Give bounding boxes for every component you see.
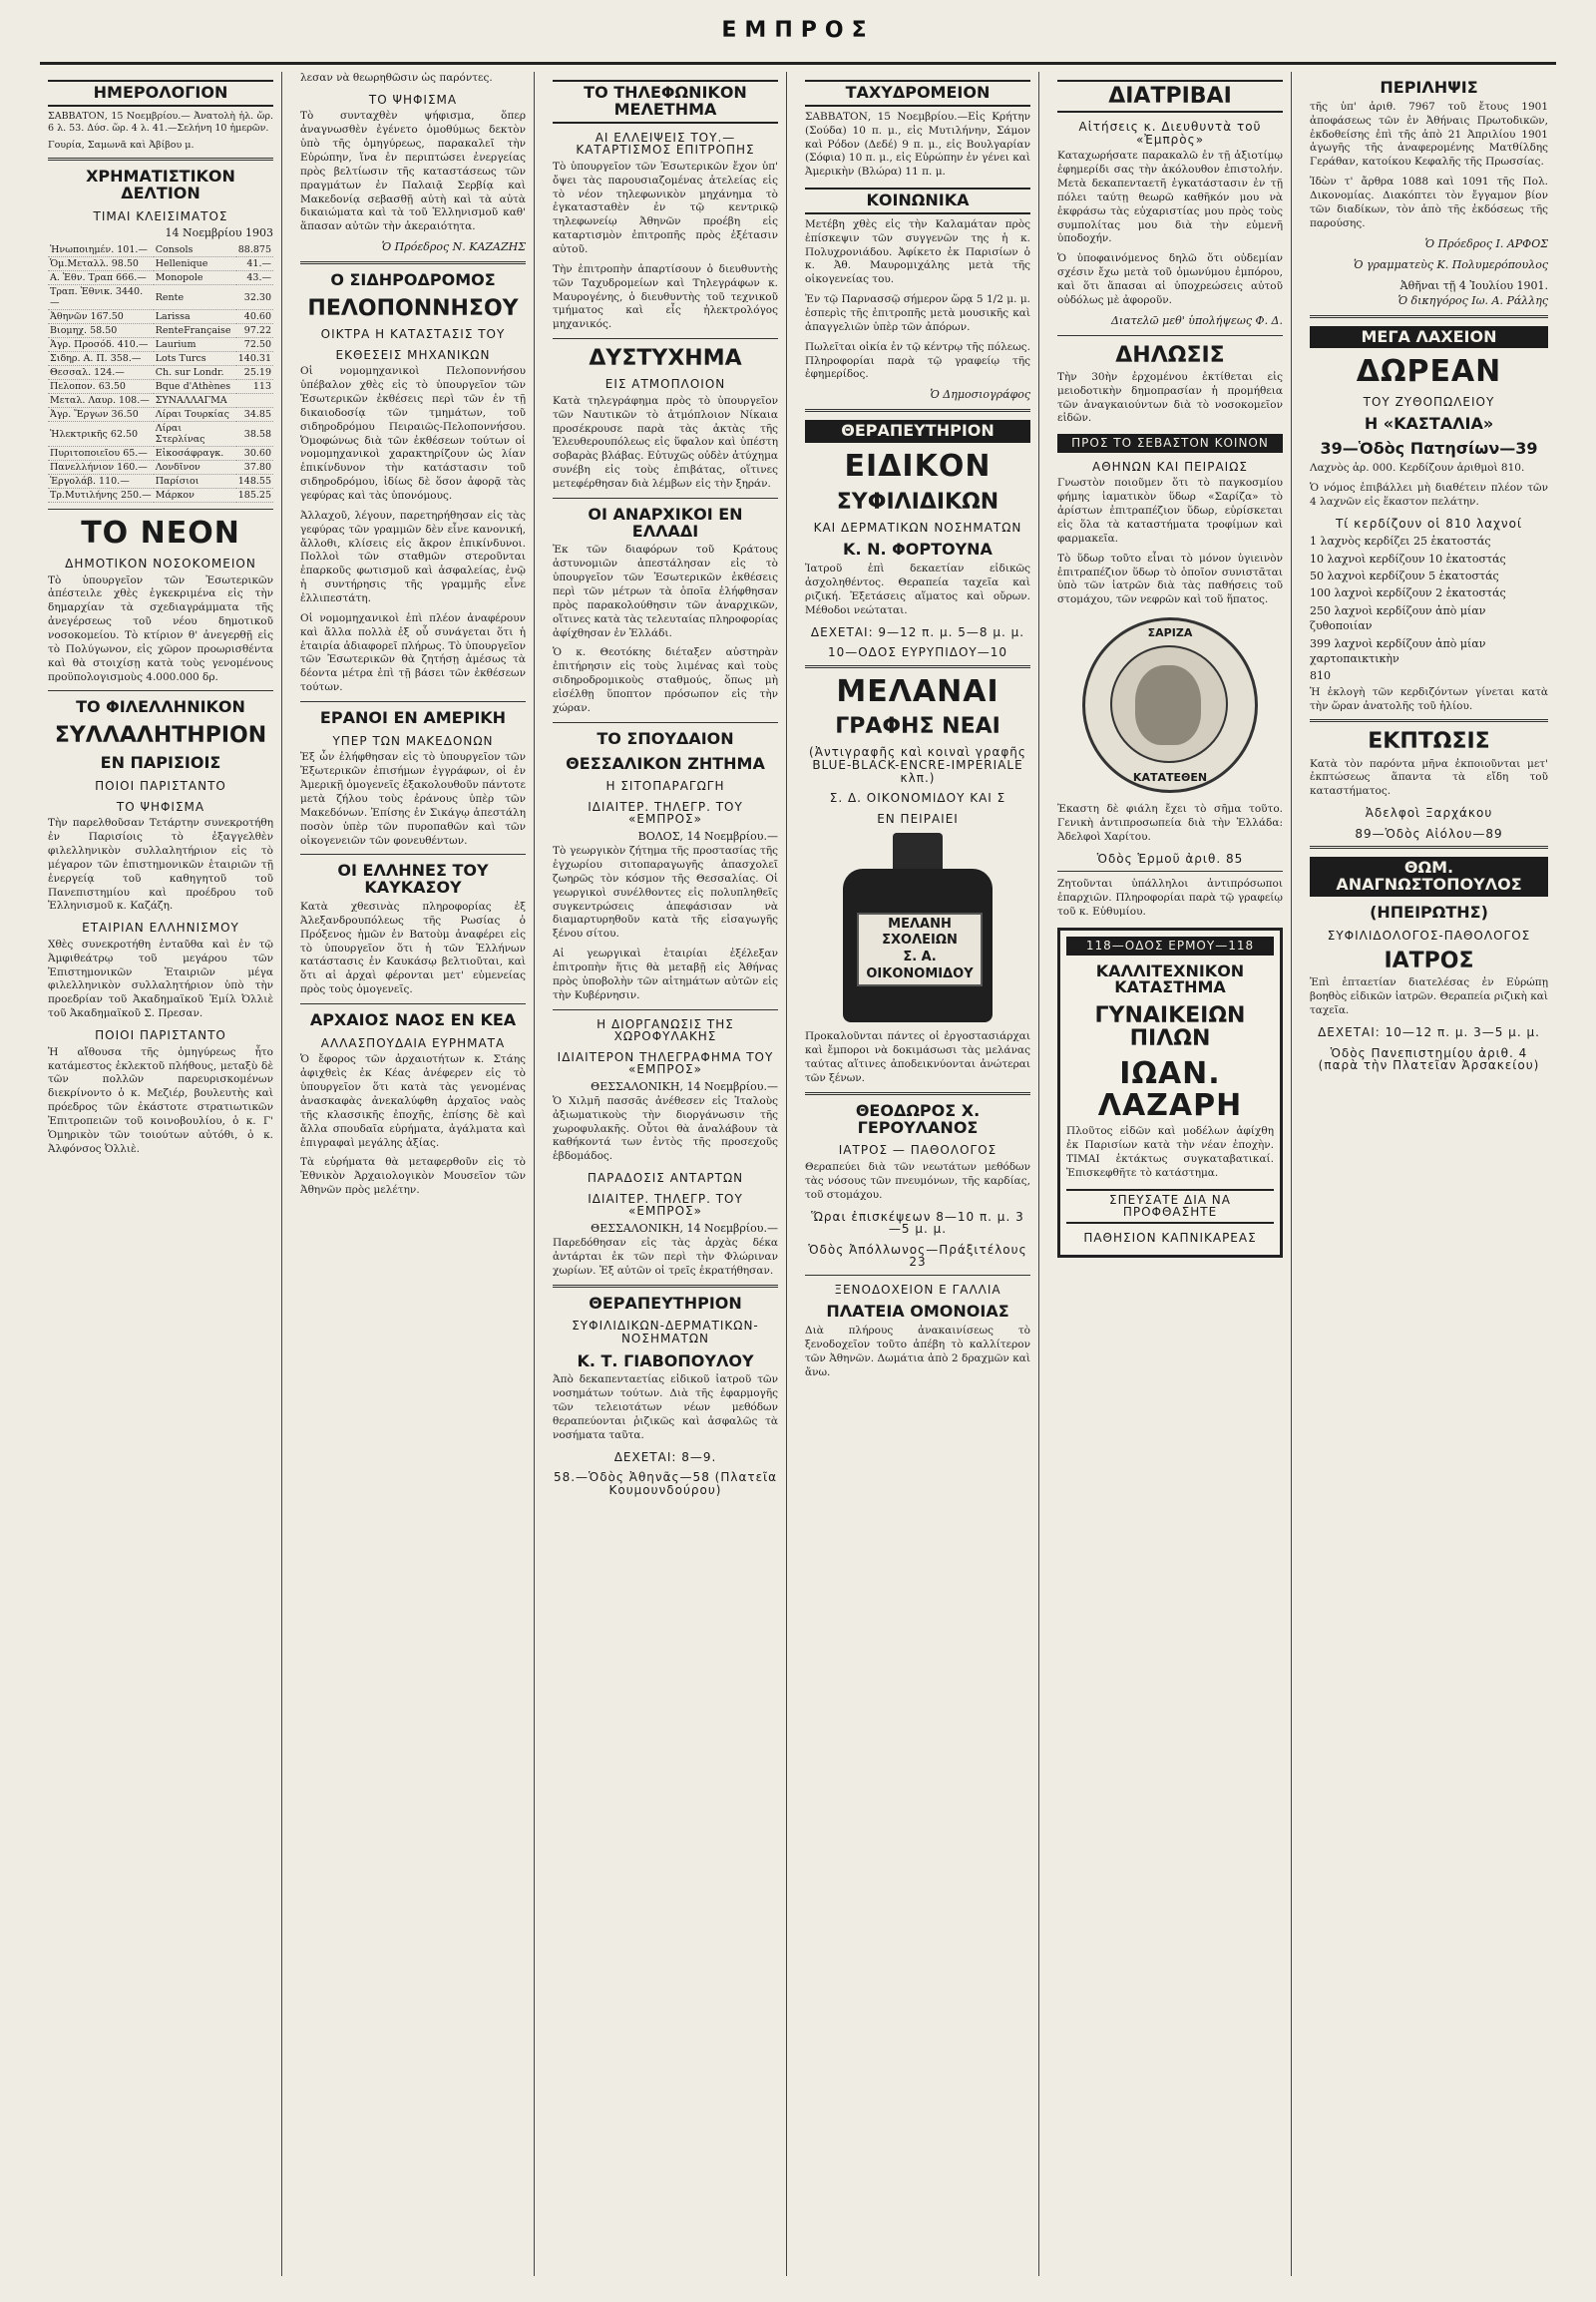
fin-cell-a: Πανελλήνιον 160.— xyxy=(48,461,154,475)
fin-cell-v: 88.875 xyxy=(236,243,273,257)
gerou-title: ΘΕΟΔΩΡΟΣ Χ. ΓΕΡΟΥΛΑΝΟΣ xyxy=(855,1100,981,1137)
pelop-subtitle-2: ΕΚΘΕΣΕΙΣ ΜΗΧΑΝΙΚΩΝ xyxy=(335,347,491,362)
fin-cell-v xyxy=(236,394,273,408)
gendarmerie-subtitle: ΙΔΙΑΙΤΕΡΟΝ ΤΗΛΕΓΡΑΦΗΜΑ ΤΟΥ «ΕΜΠΡΟΣ» xyxy=(557,1049,774,1077)
fin-cell-b: Ch. sur Londr. xyxy=(154,366,236,380)
social-title: ΚΟΙΝΩΝΙΚΑ xyxy=(805,188,1030,214)
fin-cell-v: 30.60 xyxy=(236,447,273,461)
fin-title: ΧΡΗΜΑΤΙΣΤΙΚΟΝ ΔΕΛΤΙΟΝ xyxy=(86,167,235,203)
lottery-title: ΜΕΓΑ ΛΑΧΕΙΟΝ xyxy=(1310,326,1548,349)
fin-cell-a: Βιομηχ. 58.50 xyxy=(48,324,154,338)
discount-signature: Ἀδελφοὶ Ξαρχάκου xyxy=(1365,806,1493,821)
phil-subtitle: ΣΥΛΛΑΛΗΤΗΡΙΟΝ xyxy=(54,723,267,749)
fin-cell-a: Τραπ. Ἐθνικ. 3440.— xyxy=(48,285,154,310)
kavkasos-title: ΟΙ ΕΛΛΗΝΕΣ ΤΟΥ ΚΑΥΚΑΣΟΥ xyxy=(337,861,489,898)
lottery-text: Λαχνὸς ἀρ. 000. Κερδίζουν ἀριθμοὶ 810. xyxy=(1310,462,1525,475)
eranoi-text: Ἐξ ὧν ἐλήφθησαν εἰς τὸ ὑπουργεῖον τῶν Ἐξωτερικῶν ἐπισήμων ἐγγράφων, οἱ ἐν Ἀμερικῇ ὁμογενεῖς ἐξακολουθοῦν πάντοτε μετὰ ζήλου τοὺς ἐράνους ὑπὲρ τῶν Μακεδόνων. Ἐπίσης ἐν Σικάγῳ ἀπεστάλη ποσὸν ὑπὲρ τῶν πυροπαθῶν καὶ τῶν οἰκογενειῶν τῶν φονευθέντων. xyxy=(300,751,526,847)
clinic2-title: ΘΕΡΑΠΕΥΤΗΡΙΟΝ xyxy=(805,420,1030,443)
psifisma-text: Τὸ συνταχθὲν ψήφισμα, ὅπερ ἀναγνωσθὲν ἐγένετο ὁμοθύμως δεκτὸν ὑπὸ τῆς ὁμηγύρεως, παρακαλεῖ τὴν Εὐρώπην, ἵνα ἐν περιπτώσει ἐνεργείας πρὸς βελτίωσιν τῆς καταστάσεως τῶν πραγμάτων ἐν Παλαιᾷ Σερβίᾳ καὶ Μακεδονίᾳ σεβασθῇ αὐτὴ καὶ τὰ αὐτὰ δικαιώματα καὶ τὰ τοῦ Ἑλληνισμοῦ καθ' ἅπασαν αὐτῶν τὴν ἀκεραιότητα. xyxy=(300,110,526,233)
bottle-neck xyxy=(893,833,943,873)
seal-top-text: ΣΑΡΙΖΑ xyxy=(1147,626,1193,640)
thessaly-title: ΤΟ ΣΠΟΥΔΑΙΟΝ xyxy=(597,728,734,748)
divider xyxy=(553,722,778,723)
fin-row xyxy=(48,447,273,461)
pelop-text-2: Ἀλλαχοῦ, λέγουν, παρετηρήθησαν εἰς τὰς γεφύρας τῶν γραμμῶν δὲν εἶνε κανονική, ἄλλοθι, κλίσεις εἰς ἄκρον ἐπικίνδυνοι. Πολλοὶ τῶν σταθμῶν στεροῦνται ἐπαρκοῦς φωτισμοῦ καὶ ἀσφαλείας, ἐνῷ ἡ συντήρησις τῆς γραμμῆς εἶνε ἐλλιπεστάτη. xyxy=(300,509,526,605)
fin-cell-a: Ἀγρ. Ἔργων 36.50 xyxy=(48,408,154,422)
fin-cell-v: 38.58 xyxy=(236,422,273,447)
fin-date: 14 Νοεμβρίου 1903 xyxy=(165,226,273,240)
kavkasos-text: Κατὰ χθεσινὰς πληροφορίας ἐξ Ἀλεξανδρουπόλεως τῆς Ρωσίας ὁ Πρόξενος ἡμῶν ἐν Βατοὺμ ἀναφέρει εἰς τὸ ὑπουργεῖον ὅτι ἡ τῶν Ἑλλήνων κατάστασις ἐν Καυκάσῳ βελτιοῦται, καὶ ὅτι αἱ ἀρχαὶ φέρονται μετ' εὐμενείας πρὸς τοὺς ὁμογενεῖς. xyxy=(300,901,526,996)
divider xyxy=(300,1003,526,1004)
fin-row xyxy=(48,324,273,338)
fin-cell-b: Εἰκοσάφραγκ. xyxy=(154,447,236,461)
ad-text: Πλοῦτος εἰδῶν καὶ μοδέλων ἀφίχθη ἐκ Παρισίων κατὰ τὴν νέαν ἐποχὴν. ΤΙΜΑΙ ἐκτάκτως συγκαταβατικαί. Ἐπισκεφθῆτε τὸ κατάστημα. xyxy=(1066,1125,1274,1179)
fin-row xyxy=(48,461,273,475)
hat-shop-ad xyxy=(1057,928,1283,1258)
fin-table xyxy=(48,243,273,503)
dystyxima-text: Κατὰ τηλεγράφημα πρὸς τὸ ὑπουργεῖον τῶν Ναυτικῶν τὸ ἀτμόπλοιον Νίκαια προσέκρουσε παρὰ τὰς ἀκτὰς τῆς Ἐλευθερουπόλεως εἰς ὕφαλον καὶ ὑπέστη σοβαρὰς βλάβας. Εὐτυχῶς οὐδὲν ἀτύχημα συνέβη εἰς τοὺς ἐπιβάτας, οἵτινες μετεφέρθησαν διὰ λέμβων εἰς τὴν ξηράν. xyxy=(553,394,778,490)
pelop-text: Οἱ νομομηχανικοὶ Πελοποννήσου ὑπέβαλον χθὲς εἰς τὸ ὑπουργεῖον τῶν Ἐσωτερικῶν ἐκθέσεις περὶ τῶν ἐν τῇ δικαιοδοσίᾳ τῶν τμημάτων, τοῦ σιδηροδρόμου Πειραιῶς-Πελοποννήσου. Ὁμοφώνως διὰ τῶν ἐκθέσεων τούτων οἱ νομομηχανικοὶ χαρακτηρίζουν ὡς λίαν ἐπικίνδυνον τὴν κατάστασιν τοῦ σιδηροδρόμου, ἰδίως δὲ ὅσον ἀφορᾷ τὰς γεφύρας καὶ τὰς ὑπονόμους. xyxy=(300,365,526,502)
column-3 xyxy=(545,72,787,2276)
fin-row xyxy=(48,257,273,271)
ad-title: ΚΑΛΛΙΤΕΧΝΙΚΟΝ ΚΑΤΑΣΤΗΜΑ xyxy=(1095,960,1245,997)
fin-cell-v: 185.25 xyxy=(236,489,273,503)
phil-text-2: Χθὲς συνεκροτήθη ἐνταῦθα καὶ ἐν τῷ Ἀμφιθεάτρῳ τοῦ μεγάρου τῶν Ἐπιστημονικῶν Ἑταιριῶν μέγα φιλελληνικὸν συλλαλητήριον ὑπὸ τὴν προεδρίαν τοῦ Ἀκαδημαϊκοῦ Ἐμίλ Ὀλλιὲ τοῦ Ἀκαδημαϊκοῦ Σ. Πρεσαν. xyxy=(48,938,273,1020)
column-4 xyxy=(797,72,1039,2276)
neon-text: Τὸ ὑπουργεῖον τῶν Ἐσωτερικῶν ἀπέστειλε χθὲς ἐγκεκριμένα εἰς τὴν δημαρχίαν τὰ σχεδιαγράμματα τῆς ἀνεγέρσεως τοῦ νέου δημοτικοῦ νοσοκομείου. Τὸ κτίριον θ' ἀνεγερθῇ εἰς τὸ Πολύγωνον, εἰς χῶρον προωρισθέντα καὶ θὰ στοιχίσῃ κατὰ τοὺς γενομένους προϋπολογισμοὺς 4.000.000 δρ. xyxy=(48,574,273,683)
ink-title: ΜΕΛΑΝΑΙ xyxy=(836,673,999,709)
fin-cell-b: Λίραι Τουρκίας xyxy=(154,408,236,422)
fin-cell-a: Πελοπον. 63.50 xyxy=(48,380,154,394)
diatribai-text-2: Ὁ ὑποφαινόμενος δηλῶ ὅτι οὐδεμίαν σχέσιν ἔχω μετὰ τοῦ ὁμωνύμου ἐμπόρου, καὶ ὅτι ἅπασαι αἱ ὑποχρεώσεις αὐτοῦ οὐδόλως μὲ ἀφοροῦν. xyxy=(1057,252,1283,306)
rebels-subtitle: ΙΔΙΑΙΤΕΡ. ΤΗΛΕΓΡ. ΤΟΥ «ΕΜΠΡΟΣ» xyxy=(588,1191,743,1219)
divider xyxy=(553,1009,778,1010)
ephemerologion-text: ΣΑΒΒΑΤΟΝ, 15 Νοεμβρίου.— Ἀνατολὴ ἡλ. ὥρ. 6 λ. 53. Δύσ. ὥρ. 4 λ. 41.—Σελήνη 10 ἡμερῶν. xyxy=(48,110,273,134)
fin-cell-b: ΣΥΝΑΛΛΑΓΜΑ xyxy=(154,394,236,408)
rebels-text: Παρεδόθησαν εἰς τὰς ἀρχὰς δέκα ἀντάρται ἐκ τῶν περὶ τὴν Φλώριναν χωρίων. Ἐξ αὐτῶν οἱ τρεῖς ἐκρατήθησαν. xyxy=(553,1236,778,1277)
fin-cell-v: 37.80 xyxy=(236,461,273,475)
clinic-text: Ἀπὸ δεκαπενταετίας εἰδικοῦ ἰατροῦ τῶν νοσημάτων τούτων. Διὰ τῆς ἐφαρμογῆς τῶν τελειοτάτων νέων μεθόδων θεραπεύονται ῥιζικῶς καὶ ἀσφαλῶς τὰ νοσήματα ταῦτα. xyxy=(553,1373,778,1441)
fin-row xyxy=(48,310,273,324)
diatribai-signature: Διατελῶ μεθ' ὑπολήψεως Φ. Δ. xyxy=(1110,313,1283,327)
sariza-seal xyxy=(1082,617,1258,793)
lottery-prize-item: 1 λαχνὸς κερδίζει 25 ἑκατοστάς xyxy=(1310,535,1491,549)
pelop-title-2: ΠΕΛΟΠΟΝΝΗΣΟΥ xyxy=(307,295,519,321)
thessaly-subtitle-2: ΙΔΙΑΙΤΕΡ. ΤΗΛΕΓΡ. ΤΟΥ «ΕΜΠΡΟΣ» xyxy=(588,799,743,827)
telephone-text: Τὸ ὑπουργεῖον τῶν Ἐσωτερικῶν ἔχον ὑπ' ὄψει τὰς παρουσιαζομένας ἀτελείας εἰς τὸ νέον τηλεφωνικὸν μηχάνημα τὸ ἐγκατασταθὲν ἐν τῷ κεντρικῷ τηλεφωνείῳ Ἀθηνῶν προέβη εἰς καταρτισμὸν ἐπιτροπῆς πρὸς ἐξέτασιν αὐτοῦ. xyxy=(553,160,778,255)
fin-cell-b: Hellenique xyxy=(154,257,236,271)
doctor-subtitle-2: ΣΥΦΙΛΙΔΟΛΟΓΟΣ-ΠΑΘΟΛΟΓΟΣ xyxy=(1327,928,1531,943)
phil-subtitle-3: ΠΟΙΟΙ ΠΑΡΙΣΤΑΝΤΟ xyxy=(95,779,226,794)
bottle-label-line-1: ΜΕΛΑΝΗ ΣΧΟΛΕΙΩΝ xyxy=(882,916,958,949)
fin-cell-v: 40.60 xyxy=(236,310,273,324)
telephone-text-2: Τὴν ἐπιτροπὴν ἀπαρτίσουν ὁ διευθυντὴς τῶν Ταχυδρομείων καὶ Τηλεγράφων κ. Μαυρογένης, ὁ διευθυντὴς τοῦ τεχνικοῦ τμήματος καὶ εἷς ἠλεκτρολόγος μηχανικός. xyxy=(553,262,778,331)
rebels-date: ΘΕΣΣΑΛΟΝΙΚΗ, 14 Νοεμβρίου.— xyxy=(591,1221,778,1235)
divider xyxy=(553,498,778,499)
fin-cell-v: 34.85 xyxy=(236,408,273,422)
neon-subtitle: ΔΗΜΟΤΙΚΟΝ ΝΟΣΟΚΟΜΕΙΟΝ xyxy=(65,556,256,571)
hotel-text: Διὰ πλήρους ἀνακαινίσεως τὸ ξενοδοχεῖον τοῦτο ἀπέβη τὸ καλλίτερον τῶν Ἀθηνῶν. Δωμάτια ἀπὸ 2 δραχμῶν καὶ ἄνω. xyxy=(805,1325,1030,1378)
fin-row xyxy=(48,394,273,408)
telephone-subtitle: ΑΙ ΕΛΛΕΙΨΕΙΣ ΤΟΥ.— ΚΑΤΑΡΤΙΣΜΟΣ ΕΠΙΤΡΟΠΗΣ xyxy=(576,130,755,158)
lottery-subtitle-2: Η «ΚΑΣΤΑΛΙΑ» xyxy=(1364,414,1494,434)
fin-row xyxy=(48,285,273,310)
ink-subtitle: (Ἀντιγραφῆς καὶ κοιναὶ γραφῆς BLUE-BLACK-ENCRE-IMPERIALE κλπ.) xyxy=(809,745,1026,785)
seal-address: Ὁδὸς Ἑρμοῦ ἀριθ. 85 xyxy=(1096,851,1244,866)
pelop-title: Ο ΣΙΔΗΡΟΔΡΟΜΟΣ xyxy=(330,270,496,290)
column-2 xyxy=(292,72,535,2276)
fin-row xyxy=(48,366,273,380)
clinic-title: ΘΕΡΑΠΕΥΤΗΡΙΟΝ xyxy=(589,1293,742,1313)
ephemerologion-heading: ΗΜΕΡΟΛΟΓΙΟΝ xyxy=(48,80,273,107)
clinic2-subtitle-2: ΚΑΙ ΔΕΡΜΑΤΙΚΩΝ ΝΟΣΗΜΑΤΩΝ xyxy=(813,520,1022,535)
psifisma-signature: Ὁ Πρόεδρος Ν. ΚΑΖΑΖΗΣ xyxy=(381,240,526,254)
fin-cell-a: Σιδηρ. Α. Π. 358.— xyxy=(48,352,154,366)
column-5 xyxy=(1049,72,1292,2276)
phil-title: ΤΟ ΦΙΛΕΛΛΗΝΙΚΟΝ xyxy=(76,697,245,717)
divider xyxy=(1057,335,1283,336)
gerou-text: Θεραπεύει διὰ τῶν νεωτάτων μεθόδων τὰς νόσους τῶν πνευμόνων, τῆς καρδίας, τοῦ στομάχου. xyxy=(805,1160,1030,1201)
thessaly-text-2: Αἱ γεωργικαὶ ἑταιρίαι ἐξέλεξαν ἐπιτροπὴν ἥτις θὰ μεταβῇ εἰς Ἀθήνας πρὸς ὑποβολὴν τῶν αἰτημάτων αὐτῶν εἰς τὴν Κυβέρνησιν. xyxy=(553,948,778,1001)
clinic-doctor: Κ. Τ. ΓΙΑΒΟΠΟΥΛΟΥ xyxy=(577,1350,754,1370)
lottery-address: 39—Ὁδὸς Πατησίων—39 xyxy=(1320,439,1538,459)
column-1 xyxy=(40,72,282,2276)
divider xyxy=(1057,871,1283,872)
divider xyxy=(300,701,526,702)
fin-cell-a: Μεταλ. Λαυρ. 108.— xyxy=(48,394,154,408)
thessaly-date: ΒΟΛΟΣ, 14 Νοεμβρίου.— xyxy=(637,830,778,844)
kea-title: ΑΡΧΑΙΟΣ ΝΑΟΣ ΕΝ ΚΕΑ xyxy=(309,1010,517,1030)
clinic-address: 58.—Ὁδὸς Ἀθηνᾶς—58 (Πλατεῖα Κουμουνδούρου) xyxy=(553,1470,778,1497)
fin-cell-b: Rente xyxy=(154,285,236,310)
lottery-prizes-title: Τί κερδίζουν οἱ 810 λαχνοί xyxy=(1335,516,1523,531)
hotel-title: ΞΕΝΟΔΟΧΕΙΟΝ Ε ΓΑΛΛΙΑ xyxy=(834,1282,1001,1297)
summary-signature-2: Ὁ γραμματεὺς Κ. Πολυμερόπουλος xyxy=(1354,257,1548,271)
fin-cell-v: 140.31 xyxy=(236,352,273,366)
fin-cell-v: 41.— xyxy=(236,257,273,271)
columns xyxy=(40,72,1556,2276)
doctor-text: Ἐπὶ ἑπταετίαν διατελέσας ἐν Εὐρώπῃ βοηθὸς εἰδικῶν ἰατρῶν. Θεραπεία ριζικὴ καὶ ταχεῖα. xyxy=(1310,976,1548,1017)
divider xyxy=(48,158,273,161)
phil-text: Τὴν παρελθοῦσαν Τετάρτην συνεκροτήθη ἐν Παρισίοις τὸ ἐξαγγελθὲν φιλελληνικὸν συλλαλητήριον εἰς τὸ μέγαρον τῶν ἐπιστημονικῶν ἑταιριῶν τῇ ἐνεργείᾳ τοῦ καθηγητοῦ τοῦ Πανεπιστημίου καὶ προέδρου τοῦ Ἑλληνισμοῦ κ. Καζάζη. xyxy=(48,817,273,913)
thessaly-title-2: ΘΕΣΣΑΛΙΚΟΝ ΖΗΤΗΜΑ xyxy=(566,753,765,773)
phil-subtitle-6: ΠΟΙΟΙ ΠΑΡΙΣΤΑΝΤΟ xyxy=(95,1028,226,1043)
gerou-subtitle: ΙΑΤΡΟΣ — ΠΑΘΟΛΟΓΟΣ xyxy=(838,1143,998,1158)
divider xyxy=(553,1285,778,1288)
telephone-title: ΤΟ ΤΗΛΕΦΩΝΙΚΟΝ ΜΕΛΕΤΗΜΑ xyxy=(553,80,778,124)
gerou-address: Ὁδὸς Ἀπόλλωνος—Πράξιτέλους 23 xyxy=(808,1242,1027,1270)
eranoi-title: ΕΡΑΝΟΙ ΕΝ ΑΜΕΡΙΚΗ xyxy=(319,708,507,728)
fin-cell-a: Ἀθηνῶν 167.50 xyxy=(48,310,154,324)
dystyxima-title: ΔΥΣΤΥΧΗΜΑ xyxy=(589,346,742,372)
thessaly-subtitle: Η ΣΙΤΟΠΑΡΑΓΩΓΗ xyxy=(605,779,725,794)
post-title: ΤΑΧΥΔΡΟΜΕΙΟΝ xyxy=(805,80,1030,107)
anarchists-title: ΟΙ ΑΝΑΡΧΙΚΟΙ ΕΝ ΕΛΛΑΔΙ xyxy=(588,504,743,541)
divider xyxy=(1310,315,1548,318)
social-text-3: Πωλεῖται οἰκία ἐν τῷ κέντρῳ τῆς πόλεως. Πληροφορίαι παρὰ τῷ γραφείῳ τῆς ἐφημερίδος. xyxy=(805,340,1030,381)
fin-row xyxy=(48,271,273,285)
pelop-subtitle: ΟΙΚΤΡΑ Η ΚΑΤΑΣΤΑΣΙΣ ΤΟΥ xyxy=(320,327,506,342)
clinic2-text: Ἰατροῦ ἐπὶ δεκαετίαν εἰδικῶς ἀσχοληθέντος. Θεραπεία ταχεῖα καὶ ριζική. Ἐξετάσεις αἵματος καὶ οὔρων. Μέθοδοι νεώταται. xyxy=(805,563,1030,616)
pelop-text-3: Οἱ νομομηχανικοὶ ἐπὶ πλέον ἀναφέρουν καὶ ἄλλα πολλὰ ἐξ οὗ συνάγεται ὅτι ἡ ἑταιρία ἀδιαφορεῖ πλήρως. Τὸ ὑπουργεῖον τῶν Ἐσωτερικῶν θὰ ζητήσῃ ἀμέσως τὰ δέοντα μέτρα ἐπὶ τῇ βάσει τῶν ἐκθέσεων τούτων. xyxy=(300,611,526,694)
fin-cell-b: Larissa xyxy=(154,310,236,324)
fin-cell-b: Μάρκον xyxy=(154,489,236,503)
gendarmerie-date: ΘΕΣΣΑΛΟΝΙΚΗ, 14 Νοεμβρίου.— xyxy=(591,1079,778,1093)
doctor-subtitle-3: ΙΑΤΡΟΣ xyxy=(1384,949,1474,974)
ad-name: ΙΩΑΝ. ΛΑΖΑΡΗ xyxy=(1097,1056,1243,1123)
dilosis-title: ΔΗΛΩΣΙΣ xyxy=(1115,342,1225,368)
anarchists-text: Ἐκ τῶν διαφόρων τοῦ Κράτους ἀστυνομιῶν ἀπεστάλησαν εἰς τὸ ὑπουργεῖον τῶν Ἐσωτερικῶν ἐκθέσεις περὶ τῶν μέτρων τὰ ὁποῖα ἐλήφθησαν πρὸς παρακολούθησιν τῶν ἀναρχικῶν, οἵτινες κατὰ τὰς τελευταίας πληροφορίας ἀφίχθησαν ἐν Ἑλλάδι. xyxy=(553,544,778,639)
ad-footer: ΠΑΘΗΣΙΟΝ ΚΑΠΝΙΚΑΡΕΑΣ xyxy=(1083,1230,1257,1245)
fin-cell-a: Τρ.Μυτιλήνης 250.— xyxy=(48,489,154,503)
ink-text: Προκαλοῦνται πάντες οἱ ἐργοστασιάρχαι καὶ ἔμποροι νὰ δοκιμάσωσι τὰς μελάνας ταύτας αἵτινες ἀποδεικνύονται ἀνώτεραι τῶν ξένων. xyxy=(805,1030,1030,1084)
kea-subtitle: ΑΛΛΑΣΠΟΥΔΑΙΑ ΕΥΡΗΜΑΤΑ xyxy=(320,1035,506,1050)
lottery-prizes-total: 810 xyxy=(1310,669,1331,683)
lottery-prize-item: 100 λαχνοὶ κερδίζουν 2 ἑκατοστάς xyxy=(1310,586,1506,600)
phil-subtitle-5: ΕΤΑΙΡΙΑΝ ΕΛΛΗΝΙΣΜΟΥ xyxy=(82,921,239,936)
fin-row xyxy=(48,408,273,422)
fin-cell-v: 97.22 xyxy=(236,324,273,338)
fin-cell-v: 32.30 xyxy=(236,285,273,310)
summary-signature-3: Ὁ δικηγόρος Ιω. Α. Ράλλης xyxy=(1397,293,1548,307)
divider xyxy=(553,338,778,339)
ad-cta: ΣΠΕΥΣΑΤΕ ΔΙΑ ΝΑ ΠΡΟΦΘΑΣΗΤΕ xyxy=(1066,1189,1274,1224)
fin-row xyxy=(48,422,273,447)
fin-row xyxy=(48,338,273,352)
seal-text: Ἐκαστη δὲ φιάλη ἔχει τὸ σῆμα τοῦτο. Γενικὴ ἀντιπροσωπεία διὰ τὴν Ἑλλάδα: Ἀδελφοὶ Χαρίτου. xyxy=(1057,803,1283,843)
bottle-label-line-2: Σ. Α. ΟΙΚΟΝΟΜΙΔΟΥ xyxy=(866,950,974,982)
lottery-prizes-list xyxy=(1310,534,1548,666)
clinic2-title-2: ΕΙΔΙΚΟΝ xyxy=(844,449,992,485)
lottery-prize-item: 10 λαχνοὶ κερδίζουν 10 ἑκατοστάς xyxy=(1310,552,1506,566)
doctor-hours: ΔΕΧΕΤΑΙ: 10—12 π. μ. 3—5 μ. μ. xyxy=(1318,1024,1540,1039)
lottery-subtitle: ΤΟΥ ΖΥΘΟΠΩΛΕΙΟΥ xyxy=(1363,394,1495,409)
fin-cell-v: 72.50 xyxy=(236,338,273,352)
clinic2-subtitle: ΣΥΦΙΛΙΔΙΚΩΝ xyxy=(836,489,999,515)
social-text-2: Ἐν τῷ Παρνασσῷ σήμερον ὥρᾳ 5 1/2 μ. μ. ἑσπερὶς τῆς ἐπιτροπῆς μετὰ μουσικῆς καὶ ἀπαγγελιῶν ὑπὲρ τῶν ἀπόρων. xyxy=(805,293,1030,333)
continued-text: λεσαν νὰ θεωρηθῶσιν ὡς παρόντες. xyxy=(300,72,493,84)
lottery-prize-item: 50 λαχνοὶ κερδίζουν 5 ἑκατοστάς xyxy=(1310,569,1499,582)
clinic2-doctor: Κ. Ν. ΦΟΡΤΟΥΝΑ xyxy=(843,540,993,560)
hotel-subtitle: ΠΛΑΤΕΙΑ ΟΜΟΝΟΙΑΣ xyxy=(826,1302,1009,1322)
social-signature: Ὁ Δημοσιογράφος xyxy=(930,388,1030,402)
clinic2-address: 10—ΟΔΟΣ ΕΥΡΥΠΙΔΟΥ—10 xyxy=(827,645,1008,660)
divider xyxy=(805,1275,1030,1276)
diatribai-text: Καταχωρήσατε παρακαλῶ ἐν τῇ ἀξιοτίμῳ ἐφημερίδι σας τὴν ἀκόλουθον ἐπιστολήν. Μετὰ δεκαπενταετῆ ἐγκατάστασιν ἐν τῇ πόλει ταύτῃ θεωρῶ καθῆκόν μου νὰ ἐκφράσω τὰς εὐχαριστίας μου πρὸς τοὺς συμπολίτας μου διὰ τὴν εὐμενῆ ὑποδοχήν. xyxy=(1057,150,1283,245)
public-subtitle: ΑΘΗΝΩΝ ΚΑΙ ΠΕΙΡΑΙΩΣ xyxy=(1092,459,1248,474)
phil-text-3: Ἡ αἴθουσα τῆς ὁμηγύρεως ἦτο κατάμεστος ἐκλεκτοῦ πλήθους, μεταξὺ δὲ τῶν πολλῶν παρευρισκομένων διεκρίνοντο ὁ κ. Μεζιέρ, βουλευτὴς καὶ πρόεδρος τῶν ἐκάστοτε στρατιωτικῶν Ἐπιτροπειῶν τοῦ κοινοβουλίου, ὁ κ. Γ' Ὁμηρικὸν τῶν τοιούτων αὐτόθι, ὁ κ. Ἀλφόνσος Ὀλλιὲ. xyxy=(48,1045,273,1155)
neon-title: ΤΟ ΝΕΟΝ xyxy=(81,516,240,552)
discount-text: Κατὰ τὸν παρόντα μῆνα ἐκποιοῦνται μετ' ἐκπτώσεως ἅπαντα τὰ εἴδη τοῦ καταστήματος. xyxy=(1310,757,1548,798)
clinic-hours: ΔΕΧΕΤΑΙ: 8—9. xyxy=(613,1449,717,1464)
fin-cell-b: Λίραι Στερλίνας xyxy=(154,422,236,447)
fin-cell-a: Ὁμ.Μεταλλ. 98.50 xyxy=(48,257,154,271)
fin-row xyxy=(48,489,273,503)
phil-subtitle-4: ΤΟ ΨΗΦΙΣΜΑ xyxy=(116,799,205,814)
summary-text-2: Ἰδὼν τ' ἄρθρα 1088 καὶ 1091 τῆς Πολ. Δικονομίας. Διακόπτει τὸν ἔγγαμον βίον τῶν διαδίκων, τὸν ἀπὸ τῆς ἐκδόσεως τῆς παρούσης. xyxy=(1310,176,1548,229)
ephemerologion-saints: Γουρία, Σαμωνᾶ καὶ Ἀβίβου μ. xyxy=(48,140,195,152)
divider xyxy=(805,1092,1030,1095)
clinic-subtitle: ΣΥΦΙΛΙΔΙΚΩΝ-ΔΕΡΜΑΤΙΚΩΝ-ΝΟΣΗΜΑΤΩΝ xyxy=(572,1319,759,1345)
divider xyxy=(1310,719,1548,722)
masthead-title: ΕΜΠΡΟΣ xyxy=(721,18,875,43)
doctor-title: ΘΩΜ. ΑΝΑΓΝΩΣΤΟΠΟΥΛΟΣ xyxy=(1310,857,1548,897)
social-text: Μετέβη χθὲς εἰς τὴν Καλαμάταν πρὸς ἐπίσκεψιν τῶν συγγενῶν της ἡ κ. Πολυχρονιάδου. Ἀφίκετο ἐκ Παρισίων ὁ κ. Ἀθ. Μαυρομιχάλης μετὰ τῆς οἰκογενείας του. xyxy=(805,217,1030,286)
anarchists-text-2: Ὁ κ. Θεοτόκης διέταξεν αὐστηρὰν ἐπιτήρησιν εἰς τοὺς λιμένας καὶ τοὺς σιδηροδρομικοὺς σταθμούς, ὅπως μὴ εἰσέλθῃ ὕποπτον πρόσωπον εἰς τὴν χώραν. xyxy=(553,646,778,714)
divider xyxy=(1310,846,1548,849)
fin-row xyxy=(48,475,273,489)
thessaly-text: Τὸ γεωργικὸν ζήτημα τῆς προστασίας τῆς ἐγχωρίου σιτοπαραγωγῆς ἀπασχολεῖ ζωηρῶς τὸν κόσμον τῆς Θεσσαλίας. Οἱ γεωργικοὶ συνέλθοντες εἰς πολυπληθεῖς συγκεντρώσεις ἀπεφάσισαν νὰ διαμαρτυρηθοῦν κατὰ τῆς εἰσαγωγῆς ξένου σίτου. xyxy=(553,845,778,941)
discount-title: ΕΚΠΤΩΣΙΣ xyxy=(1368,729,1490,755)
psifisma-title: ΤΟ ΨΗΦΙΣΜΑ xyxy=(368,92,458,107)
ad-address: 118—ΟΔΟΣ ΕΡΜΟΥ—118 xyxy=(1066,937,1274,956)
ink-maker: Σ. Δ. ΟΙΚΟΝΟΜΙΔΟΥ ΚΑΙ Σ xyxy=(829,791,1006,806)
post-text: ΣΑΒΒΑΤΟΝ, 15 Νοεμβρίου.—Εἰς Κρήτην (Σούδα) 10 π. μ., εἰς Μυτιλήνην, Σάμον καὶ Ρόδον (Δεδέ) 9 π. μ., εἰς Βουλγαρίαν (Σόφια) 10 π. μ., εἰς Εὐρώπην ἐν γένει καὶ Ἀμερικὴν (Βλώρα) 11 π. μ. xyxy=(805,110,1030,179)
fin-cell-a: Ἡνωποιημέν. 101.— xyxy=(48,243,154,257)
fin-cell-b: Laurium xyxy=(154,338,236,352)
ad-title-2: ΓΥΝΑΙΚΕΙΩΝ ΠΙΛΩΝ xyxy=(1094,1003,1246,1052)
kea-text: Ὁ ἔφορος τῶν ἀρχαιοτήτων κ. Στάης ἀφιχθεὶς ἐκ Κέας ἀνέφερεν εἰς τὸ ὑπουργεῖον ὅτι κατὰ τὰς γενομένας ἀνασκαφὰς ἀνεκαλύφθη ἀρχαῖος ναὸς τῆς κλασσικῆς ἐποχῆς, ἐπίσης δὲ καὶ ἄλλα σπουδαῖα εὑρήματα, ἀγάλματα καὶ ἐπιγραφαὶ μεγάλης ἀξίας. xyxy=(300,1053,526,1149)
fin-cell-a: Α. Ἐθν. Τραπ 666.— xyxy=(48,271,154,285)
public-title: ΠΡΟΣ ΤΟ ΣΕΒΑΣΤΟΝ ΚΟΙΝΟΝ xyxy=(1057,434,1283,453)
fin-cell-v: 25.19 xyxy=(236,366,273,380)
bottle-label xyxy=(857,913,983,986)
fin-cell-v: 43.— xyxy=(236,271,273,285)
dystyxima-subtitle: ΕΙΣ ΑΤΜΟΠΛΟΙΟΝ xyxy=(604,377,726,392)
kea-text-2: Τὰ εὑρήματα θὰ μεταφερθοῦν εἰς τὸ Ἐθνικὸν Ἀρχαιολογικὸν Μουσεῖον τῶν Ἀθηνῶν πρὸς μελέτην. xyxy=(300,1156,526,1197)
lottery-prize-item: 399 λαχνοὶ κερδίζουν ἀπὸ μίαν χαρτοπαικτικὴν xyxy=(1310,636,1486,665)
seal-portrait xyxy=(1135,665,1201,745)
diatribai-title: ΔΙΑΤΡΙΒΑΙ xyxy=(1057,80,1283,113)
fin-cell-a: Ἐργολάβ. 110.— xyxy=(48,475,154,489)
divider xyxy=(805,665,1030,668)
fin-cell-b: Monopole xyxy=(154,271,236,285)
lottery-text-2: Ὁ νόμος ἐπιβάλλει μὴ διαθέτειν πλέον τῶν 4 λαχνῶν εἰς ἕκαστον πελάτην. xyxy=(1310,481,1548,508)
gendarmerie-text: Ὁ Χιλμῆ πασσᾶς ἀνέθεσεν εἰς Ἰταλοὺς ἀξιωματικοὺς τὴν διοργάνωσιν τῆς χωροφυλακῆς. Οὗτοι θὰ ἀναλάβουν τὰ καθήκοντά των ἐντὸς τῆς προσεχοῦς ἑβδομάδος. xyxy=(553,1094,778,1163)
clinic2-hours: ΔΕΧΕΤΑΙ: 9—12 π. μ. 5—8 μ. μ. xyxy=(810,624,1025,639)
fin-cell-a: Ἀγρ. Προσόδ. 410.— xyxy=(48,338,154,352)
divider xyxy=(300,854,526,855)
fin-subtitle: ΤΙΜΑΙ ΚΛΕΙΣΙΜΑΤΟΣ xyxy=(93,208,228,223)
fin-cell-b: Bque d'Athènes xyxy=(154,380,236,394)
eranoi-subtitle: ΥΠΕΡ ΤΩΝ ΜΑΚΕΔΟΝΩΝ xyxy=(332,733,494,748)
gerou-hours: Ὥραι ἐπισκέψεων 8—10 π. μ. 3—5 μ. μ. xyxy=(811,1209,1024,1237)
fin-cell-a: Ἠλεκτρικῆς 62.50 xyxy=(48,422,154,447)
fin-row xyxy=(48,352,273,366)
diatribai-subtitle: Αἰτήσεις κ. Διευθυντὰ τοῦ «Ἐμπρὸς» xyxy=(1078,120,1262,147)
gendarmerie-title: Η ΔΙΟΡΓΑΝΩΣΙΣ ΤΗΣ ΧΩΡΟΦΥΛΑΚΗΣ xyxy=(597,1016,734,1044)
doctor-subtitle: (ΗΠΕΙΡΩΤΗΣ) xyxy=(1370,902,1488,922)
column-6 xyxy=(1302,72,1556,2276)
divider xyxy=(300,261,526,264)
lottery-title-2: ΔΩΡΕΑΝ xyxy=(1356,354,1502,390)
doctor-address: Ὁδὸς Πανεπιστημίου ἀριθ. 4 (παρὰ τὴν Πλατεῖαν Ἀρσακείου) xyxy=(1318,1045,1540,1073)
fin-cell-b: Λονδῖνον xyxy=(154,461,236,475)
discount-address: 89—Ὁδὸς Αἰόλου—89 xyxy=(1355,826,1503,841)
fin-row xyxy=(48,380,273,394)
ink-city: ΕΝ ΠΕΙΡΑΙΕΙ xyxy=(877,811,959,826)
fin-cell-a: Θεσσαλ. 124.— xyxy=(48,366,154,380)
ink-title-2: ΓΡΑΦΗΣ ΝΕΑΙ xyxy=(835,714,1000,740)
fin-cell-v: 113 xyxy=(236,380,273,394)
dilosis-text: Τὴν 30ὴν ἐρχομένου ἐκτίθεται εἰς μειοδοτικὴν δημοπρασίαν ἡ προμήθεια τῶν ἀναγκαιούντων διὰ τὸ νοσοκομεῖον εἰδῶν. xyxy=(1057,370,1283,425)
fin-row xyxy=(48,243,273,257)
fin-cell-b: RenteFrançaise xyxy=(154,324,236,338)
public-text-2: Τὸ ὕδωρ τοῦτο εἶναι τὸ μόνον ὑγιεινὸν ἐπιτραπέζιον ὕδωρ τὸ ὁποῖον συνιστᾶται ὑπὸ τῶν ἰατρῶν διὰ τὰς παθήσεις τοῦ στομάχου, τῶν νεφρῶν καὶ τοῦ ἥπατος. xyxy=(1057,552,1283,606)
summary-text: τῆς ὑπ' ἀριθ. 7967 τοῦ ἔτους 1901 ἀποφάσεως τῶν ἐν Ἀθήναις Πρωτοδικῶν, ἐκδοθείσης ἐπὶ τῆς ἀπὸ 21 Ἀπριλίου 1901 ἀγωγῆς τῆς ἀναφερομένης Ματθίλδης Γεράθαν, κατοίκου Κεφαλῆς τῆς Πρωσσίας. xyxy=(1310,100,1548,169)
seal-bottom-text: ΚΑΤΑΤΕΘΕΝ xyxy=(1132,771,1208,785)
divider xyxy=(48,509,273,510)
summary-date: Ἀθῆναι τῇ 4 Ἰουλίου 1901. xyxy=(1399,278,1548,292)
fin-cell-a: Πυριτοποιεῖου 65.— xyxy=(48,447,154,461)
masthead xyxy=(40,18,1556,65)
divider xyxy=(805,409,1030,412)
fin-cell-b: Consols xyxy=(154,243,236,257)
wanted-text: Ζητοῦνται ὑπάλληλοι ἀντιπρόσωποι ἐπαρχιῶν. Πληροφορίαι παρὰ τῷ γραφείῳ τοῦ κ. Εὐθυμίου. xyxy=(1057,878,1283,919)
ink-bottle-illustration xyxy=(843,833,993,1022)
public-text: Γνωστὸν ποιοῦμεν ὅτι τὸ παγκοσμίου φήμης ἰαματικὸν ὕδωρ «Σαρίζα» τὸ ἀρίστων ἐπιτραπέζιον ὕδωρ, εὑρίσκεται εἰς ὅλα τὰ καταστήματα τροφίμων καὶ φαρμακεῖα. xyxy=(1057,477,1283,545)
phil-subtitle-2: ΕΝ ΠΑΡΙΣΙΟΙΣ xyxy=(100,753,221,773)
summary-title: ΠΕΡΙΛΗΨΙΣ xyxy=(1380,78,1478,97)
summary-signature: Ὁ Πρόεδρος Ι. ΑΡΦΟΣ xyxy=(1424,236,1548,250)
lottery-text-3: Ἡ ἐκλογὴ τῶν κερδιζόντων γίνεται κατὰ τὴν ὥραν ἀνατολῆς τοῦ ἡλίου. xyxy=(1310,685,1548,712)
fin-cell-b: Lots Turcs xyxy=(154,352,236,366)
rebels-title: ΠΑΡΑΔΟΣΙΣ ΑΝΤΑΡΤΩΝ xyxy=(587,1171,744,1186)
fin-cell-v: 148.55 xyxy=(236,475,273,489)
fin-cell-b: Παρίσιοι xyxy=(154,475,236,489)
divider xyxy=(48,690,273,691)
lottery-prize-item: 250 λαχνοὶ κερδίζουν ἀπὸ μίαν ζυθοποιίαν xyxy=(1310,603,1486,633)
